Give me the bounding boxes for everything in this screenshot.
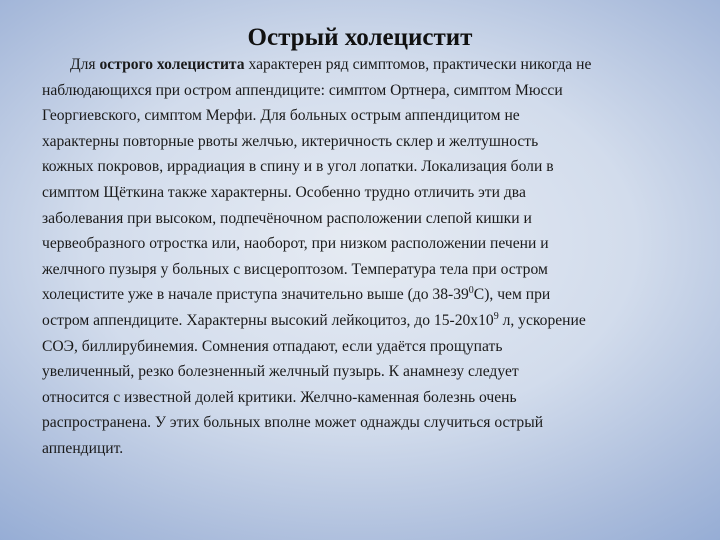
line-8: червеобразного отростка или, наоборот, при низком расположении печени и [42, 235, 549, 253]
line-13: увеличенный, резко болезненный желчный пузырь. К анамнезу следует [42, 363, 519, 381]
line-10-start: холецистите уже в начале приступа значительно выше (до 38-39 [42, 286, 469, 304]
line-10-end: С), чем при [473, 286, 551, 304]
line-6: симптом Щёткина также характерны. Особенно трудно отличить эти два [42, 183, 526, 201]
line-9: желчного пузыря у больных с висцероптозом. Температура тела при остром [42, 260, 548, 278]
slide-title: Острый холецистит [247, 24, 473, 51]
line-1-end: характерен ряд симптомов, практически никогда не [244, 56, 592, 73]
line-14: относится с известной долей критики. Желчно-каменная болезнь очень [42, 388, 517, 406]
body-paragraph [42, 52, 682, 462]
degree-superscript: 0 [468, 285, 474, 297]
line-7: заболевания при высоком, подпечёночном расположении слепой кишки и [42, 209, 532, 227]
line-3: Георгиевского, симптом Мерфи. Для больных острым аппендицитом не [42, 107, 520, 125]
line-5: кожных покровов, иррадиация в спину и в угол лопатки. Локализация боли в [42, 158, 554, 176]
line-12: СОЭ, биллирубинемия. Сомнения отпадают, если удаётся прощупать [42, 337, 503, 355]
line-4: характерны повторные рвоты желчью, иктеричность склер и желтушность [42, 132, 539, 150]
line-1-start: Для [70, 56, 100, 73]
exponent-superscript: 9 [493, 310, 499, 322]
line-2: наблюдающихся при остром аппендиците: симптом Ортнера, симптом Мюсси [42, 81, 563, 99]
line-11-start: остром аппендиците. Характерны высокий лейкоцитоз, до 15-20х10 [42, 311, 494, 329]
line-11-end: л, ускорение [498, 311, 586, 329]
line-16: аппендицит. [42, 439, 124, 457]
bold-term: острого холецистита [99, 56, 245, 73]
line-15: распространена. У этих больных вполне может однажды случиться острый [42, 414, 544, 432]
